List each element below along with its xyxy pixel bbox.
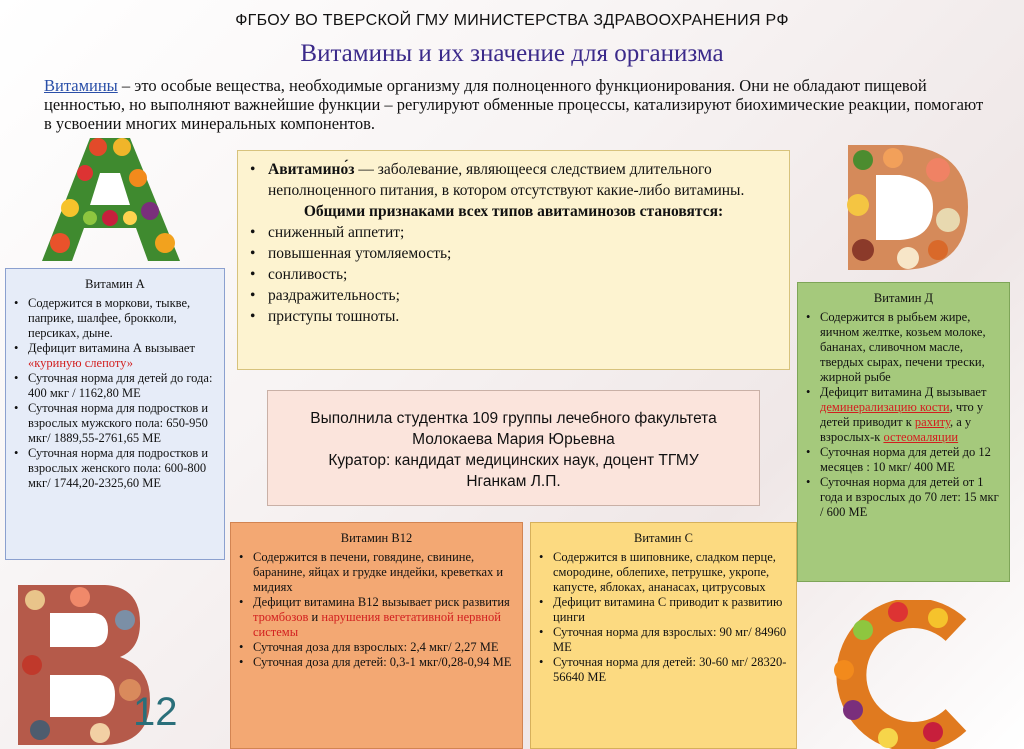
vitamin-a-title: Витамин А	[85, 277, 145, 291]
deficit-text: и	[308, 610, 322, 624]
deficit-highlight: «куриную слепоту»	[28, 356, 133, 370]
avitaminosis-signs-list	[248, 222, 779, 327]
list-item: • повышенная утомляемость;	[248, 243, 779, 264]
letter-c-fruit-image	[828, 600, 973, 749]
letter-c-shape	[834, 602, 956, 748]
vitamin-c-deficit: • Дефицит витамина С приводит к развитию цинги	[539, 595, 788, 625]
deficit-text: , а у взрослых-к	[820, 415, 972, 444]
vitamin-a-norm-women: • Суточная норма для подростков и взрослых женского пола: 600-800 мкг/ 1744,20-2325,60 МЕ	[14, 446, 216, 491]
vitamin-d-source: • Содержится в рыбьем жире, яичном желтке, козьем молоке, бананах, сливочном масле, твердых сырах, печени трески, жирной рыбе	[806, 310, 1001, 385]
vitamin-b12-box	[230, 522, 523, 749]
vitamin-a-source: • Содержится в моркови, тыкве, паприке, шалфее, брокколи, персиках, дыне.	[14, 296, 216, 341]
vitamin-b12-title: Витамин В12	[340, 531, 413, 545]
deficit-highlight: нарушения вегетативной нервной системы	[253, 610, 501, 639]
intro-text: – это особые вещества, необходимые организму для полноценного функционирования. Они не обладают пищевой ценностью, но выполняют важнейшие функции – регулируют обменные процессы, катализируют биохимические реакции, помогают в усвоении многих минеральных компонентов.	[44, 76, 984, 133]
list-item: • раздражительность;	[248, 285, 779, 306]
vitamin-d-deficit	[806, 385, 1001, 445]
vitamin-c-norm-children: • Суточная норма для детей: 30-60 мг/ 28320-56640 МЕ	[539, 655, 788, 685]
intro-keyword-link[interactable]: Витамины	[44, 76, 118, 95]
deficit-highlight[interactable]: остеомаляции	[883, 430, 959, 444]
page-number: 12	[133, 690, 178, 734]
deficit-highlight: тромбозов	[253, 610, 309, 624]
avitaminosis-box	[237, 150, 790, 370]
vitamin-c-box	[530, 522, 797, 749]
letter-b-shape	[18, 585, 150, 745]
vitamin-b12-norm-adults: • Суточная доза для взрослых: 2,4 мкг/ 2,27 МЕ	[239, 640, 514, 655]
author-line-2: Молокаева Мария Юрьевна	[412, 431, 615, 448]
vitamin-d-norm-children: • Суточная норма для детей до 12 месяцев : 10 мкг/ 400 МЕ	[806, 445, 1001, 475]
vitamin-a-norm-men: • Суточная норма для подростков и взрослых мужского пола: 650-950 мкг/ 1889,55-2761,65 МЕ	[14, 401, 216, 446]
vitamin-d-title: Витамин Д	[873, 291, 934, 305]
vitamin-b12-source: • Содержится в печени, говядине, свинине, баранине, яйцах и грудке индейки, креветках и мидиях	[239, 550, 514, 595]
deficit-text: , что у детей приводит к	[820, 400, 984, 429]
author-line-3: Куратор: кандидат медицинских наук, доцент ТГМУ	[328, 452, 699, 469]
vitamin-c-norm-adults: • Суточная норма для взрослых: 90 мг/ 84960 МЕ	[539, 625, 788, 655]
intro-paragraph	[44, 76, 994, 133]
list-item: • сниженный аппетит;	[248, 222, 779, 243]
author-line-4: Нганкам Л.П.	[466, 473, 561, 490]
vitamin-c-source: • Содержится в шиповнике, сладком перце, смородине, облепихе, петрушке, укропе, капусте, яблоках, ананасах, цитрусовых	[539, 550, 788, 595]
vitamin-b12-norm-children: • Суточная доза для детей: 0,3-1 мкг/0,28-0,94 МЕ	[239, 655, 514, 670]
vitamin-b12-deficit	[239, 595, 514, 640]
vitamin-a-norm-children: • Суточная норма для детей до года: 400 мкг / 1162,80 МЕ	[14, 371, 216, 401]
author-box	[267, 390, 760, 506]
vitamin-a-deficit	[14, 341, 216, 371]
avitaminosis-definition-text: — заболевание, являющееся следствием длительного неполноценного питания, в котором отсутствуют какие-либо витамины.	[268, 161, 745, 199]
letter-d-shape	[847, 145, 968, 270]
deficit-highlight[interactable]: рахиту	[914, 415, 950, 429]
vitamin-d-norm-adults: • Суточная норма для детей от 1 года и взрослых до 70 лет: 15 мкг / 600 МЕ	[806, 475, 1001, 520]
deficit-highlight[interactable]: деминерализацию кости	[820, 400, 950, 414]
avitaminosis-signs-heading: Общими признаками всех типов авитаминозов становятся:	[303, 203, 724, 220]
vitamin-c-title: Витамин С	[634, 531, 693, 545]
institution-header: ФГБОУ ВО ТВЕРСКОЙ ГМУ МИНИСТЕРСТВА ЗДРАВООХРАНЕНИЯ РФ	[235, 12, 789, 29]
deficit-text: Дефицит витамина Д вызывает	[820, 385, 987, 399]
vitamin-d-box	[797, 282, 1010, 582]
list-item: • сонливость;	[248, 264, 779, 285]
list-item: • приступы тошноты.	[248, 306, 779, 327]
author-line-1: Выполнила студентка 109 группы лечебного факультета	[310, 410, 717, 427]
deficit-text: Дефицит витамина В12 вызывает риск развития	[253, 595, 510, 609]
page-title: Витамины и их значение для организма	[300, 40, 724, 67]
letter-a-fruit-image	[30, 133, 195, 265]
letter-d-food-image	[808, 140, 976, 275]
vitamin-a-box	[5, 268, 225, 560]
letter-a-shape	[42, 138, 180, 261]
deficit-text: Дефицит витамина А вызывает	[28, 341, 195, 355]
avitaminosis-term: Авитамино́з	[268, 161, 355, 178]
avitaminosis-definition	[248, 159, 779, 201]
